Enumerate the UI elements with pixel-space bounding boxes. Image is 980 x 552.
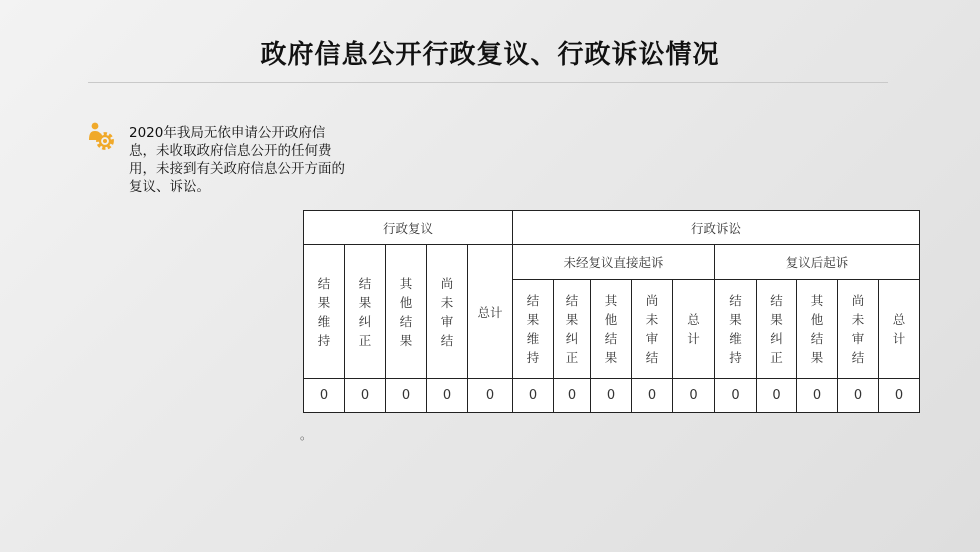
col-header-pending: 尚未审结 (838, 280, 879, 379)
col-header-total: 总计 (468, 245, 513, 379)
col-header-corrected: 结果纠正 (757, 280, 797, 379)
table-cell-value: 0 (632, 379, 673, 413)
col-header-corrected: 结果纠正 (554, 280, 591, 379)
col-header-pending: 尚未审结 (632, 280, 673, 379)
table-cell-value: 0 (513, 379, 554, 413)
table-cell-value: 0 (797, 379, 838, 413)
trailing-punctuation: 。 (300, 428, 313, 442)
table-cell-value: 0 (386, 379, 427, 413)
table-cell-value: 0 (838, 379, 879, 413)
table-cell-value: 0 (554, 379, 591, 413)
table-cell-value: 0 (345, 379, 386, 413)
col-header-upheld: 结果维持 (513, 280, 554, 379)
col-header-upheld: 结果维持 (304, 245, 345, 379)
col-header-total: 总计 (879, 280, 920, 379)
table-cell-value: 0 (673, 379, 715, 413)
table-cell-value: 0 (468, 379, 513, 413)
slide-title: 政府信息公开行政复议、行政诉讼情况 (260, 40, 720, 70)
group-header-litigation: 行政诉讼 (513, 211, 920, 245)
table-cell-value: 0 (879, 379, 920, 413)
table-cell-value: 0 (427, 379, 468, 413)
review-litigation-table (303, 210, 920, 413)
col-header-other: 其他结果 (591, 280, 632, 379)
subgroup-header-direct: 未经复议直接起诉 (513, 245, 715, 280)
col-header-other: 其他结果 (797, 280, 838, 379)
col-header-upheld: 结果维持 (715, 280, 757, 379)
gear-person-icon (86, 120, 118, 154)
group-header-review: 行政复议 (304, 211, 513, 245)
col-header-total: 总计 (673, 280, 715, 379)
col-header-other: 其他结果 (386, 245, 427, 379)
col-header-pending: 尚未审结 (427, 245, 468, 379)
title-divider (88, 82, 888, 83)
table-cell-value: 0 (591, 379, 632, 413)
summary-paragraph: 2020年我局无依申请公开政府信息，未收取政府信息公开的任何费用，未接到有关政府信息公开方面的复议、诉讼。 (129, 125, 345, 195)
table-cell-value: 0 (715, 379, 757, 413)
table-cell-value: 0 (757, 379, 797, 413)
subgroup-header-after-review: 复议后起诉 (715, 245, 920, 280)
col-header-corrected: 结果纠正 (345, 245, 386, 379)
table-cell-value: 0 (304, 379, 345, 413)
